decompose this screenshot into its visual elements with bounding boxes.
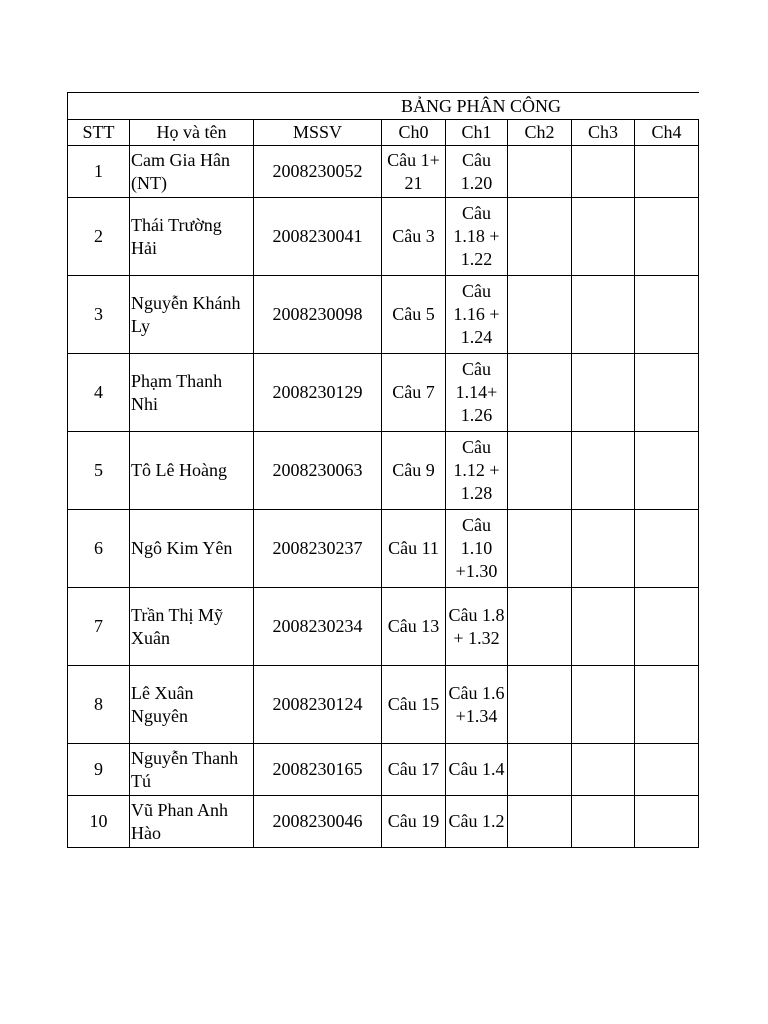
cell-ch2 bbox=[508, 354, 572, 432]
cell-ch1: Câu 1.4 bbox=[446, 744, 508, 796]
cell-name: Lê Xuân Nguyên bbox=[130, 666, 254, 744]
cell-ch3 bbox=[572, 588, 635, 666]
cell-mssv: 2008230237 bbox=[254, 510, 382, 588]
cell-stt: 3 bbox=[68, 276, 130, 354]
assignment-table bbox=[67, 92, 699, 848]
cell-mssv: 2008230098 bbox=[254, 276, 382, 354]
cell-ch4 bbox=[635, 354, 699, 432]
header-ch2: Ch2 bbox=[508, 120, 572, 146]
table-row bbox=[68, 146, 699, 198]
header-ch4: Ch4 bbox=[635, 120, 699, 146]
cell-ch3 bbox=[572, 354, 635, 432]
cell-mssv: 2008230063 bbox=[254, 432, 382, 510]
header-name: Họ và tên bbox=[130, 120, 254, 146]
cell-ch0: Câu 13 bbox=[382, 588, 446, 666]
cell-name: Nguyễn Khánh Ly bbox=[130, 276, 254, 354]
cell-ch2 bbox=[508, 146, 572, 198]
cell-mssv: 2008230052 bbox=[254, 146, 382, 198]
cell-ch3 bbox=[572, 432, 635, 510]
cell-name: Vũ Phan Anh Hào bbox=[130, 796, 254, 848]
cell-mssv: 2008230041 bbox=[254, 198, 382, 276]
assignment-sheet bbox=[67, 92, 699, 848]
cell-ch1: Câu 1.10 +1.30 bbox=[446, 510, 508, 588]
cell-ch4 bbox=[635, 796, 699, 848]
title-cell bbox=[68, 93, 699, 120]
cell-name: Ngô Kim Yên bbox=[130, 510, 254, 588]
cell-ch0: Câu 17 bbox=[382, 744, 446, 796]
cell-ch1: Câu 1.18 + 1.22 bbox=[446, 198, 508, 276]
table-row bbox=[68, 510, 699, 588]
header-stt: STT bbox=[68, 120, 130, 146]
table-row bbox=[68, 744, 699, 796]
cell-ch4 bbox=[635, 276, 699, 354]
cell-ch2 bbox=[508, 276, 572, 354]
cell-ch4 bbox=[635, 666, 699, 744]
table-row bbox=[68, 354, 699, 432]
cell-name: Nguyễn Thanh Tú bbox=[130, 744, 254, 796]
cell-ch4 bbox=[635, 432, 699, 510]
cell-ch1: Câu 1.6 +1.34 bbox=[446, 666, 508, 744]
header-row bbox=[68, 120, 699, 146]
table-row bbox=[68, 432, 699, 510]
cell-name: Phạm Thanh Nhi bbox=[130, 354, 254, 432]
cell-stt: 1 bbox=[68, 146, 130, 198]
cell-ch2 bbox=[508, 432, 572, 510]
table-row bbox=[68, 276, 699, 354]
cell-ch3 bbox=[572, 276, 635, 354]
cell-ch3 bbox=[572, 510, 635, 588]
cell-name: Thái Trường Hải bbox=[130, 198, 254, 276]
cell-ch0: Câu 11 bbox=[382, 510, 446, 588]
cell-ch3 bbox=[572, 146, 635, 198]
cell-mssv: 2008230046 bbox=[254, 796, 382, 848]
cell-stt: 5 bbox=[68, 432, 130, 510]
cell-ch1: Câu 1.16 + 1.24 bbox=[446, 276, 508, 354]
cell-ch4 bbox=[635, 510, 699, 588]
cell-ch3 bbox=[572, 198, 635, 276]
cell-ch2 bbox=[508, 510, 572, 588]
cell-ch1: Câu 1.14+ 1.26 bbox=[446, 354, 508, 432]
header-ch3: Ch3 bbox=[572, 120, 635, 146]
cell-ch2 bbox=[508, 588, 572, 666]
cell-ch3 bbox=[572, 796, 635, 848]
cell-ch1: Câu 1.2 bbox=[446, 796, 508, 848]
cell-stt: 2 bbox=[68, 198, 130, 276]
header-ch1: Ch1 bbox=[446, 120, 508, 146]
table-row bbox=[68, 588, 699, 666]
cell-stt: 9 bbox=[68, 744, 130, 796]
cell-ch2 bbox=[508, 666, 572, 744]
cell-ch2 bbox=[508, 796, 572, 848]
title-row bbox=[68, 93, 699, 120]
cell-mssv: 2008230129 bbox=[254, 354, 382, 432]
cell-mssv: 2008230234 bbox=[254, 588, 382, 666]
cell-ch0: Câu 9 bbox=[382, 432, 446, 510]
header-ch0: Ch0 bbox=[382, 120, 446, 146]
table-title: BẢNG PHÂN CÔNG bbox=[401, 95, 562, 116]
cell-ch0: Câu 7 bbox=[382, 354, 446, 432]
cell-ch1: Câu 1.8 + 1.32 bbox=[446, 588, 508, 666]
cell-stt: 4 bbox=[68, 354, 130, 432]
cell-ch0: Câu 15 bbox=[382, 666, 446, 744]
cell-mssv: 2008230165 bbox=[254, 744, 382, 796]
table-row bbox=[68, 198, 699, 276]
table-row bbox=[68, 796, 699, 848]
cell-ch4 bbox=[635, 744, 699, 796]
cell-stt: 8 bbox=[68, 666, 130, 744]
cell-stt: 6 bbox=[68, 510, 130, 588]
cell-ch4 bbox=[635, 198, 699, 276]
cell-stt: 10 bbox=[68, 796, 130, 848]
cell-ch0: Câu 5 bbox=[382, 276, 446, 354]
cell-ch2 bbox=[508, 198, 572, 276]
cell-mssv: 2008230124 bbox=[254, 666, 382, 744]
cell-ch0: Câu 3 bbox=[382, 198, 446, 276]
cell-name: Tô Lê Hoàng bbox=[130, 432, 254, 510]
cell-name: Cam Gia Hân (NT) bbox=[130, 146, 254, 198]
cell-ch1: Câu 1.12 + 1.28 bbox=[446, 432, 508, 510]
cell-ch3 bbox=[572, 666, 635, 744]
cell-ch0: Câu 1+ 21 bbox=[382, 146, 446, 198]
cell-stt: 7 bbox=[68, 588, 130, 666]
cell-ch1: Câu 1.20 bbox=[446, 146, 508, 198]
cell-ch3 bbox=[572, 744, 635, 796]
cell-ch2 bbox=[508, 744, 572, 796]
cell-ch4 bbox=[635, 146, 699, 198]
cell-ch0: Câu 19 bbox=[382, 796, 446, 848]
cell-name: Trần Thị Mỹ Xuân bbox=[130, 588, 254, 666]
header-mssv: MSSV bbox=[254, 120, 382, 146]
table-row bbox=[68, 666, 699, 744]
cell-ch4 bbox=[635, 588, 699, 666]
